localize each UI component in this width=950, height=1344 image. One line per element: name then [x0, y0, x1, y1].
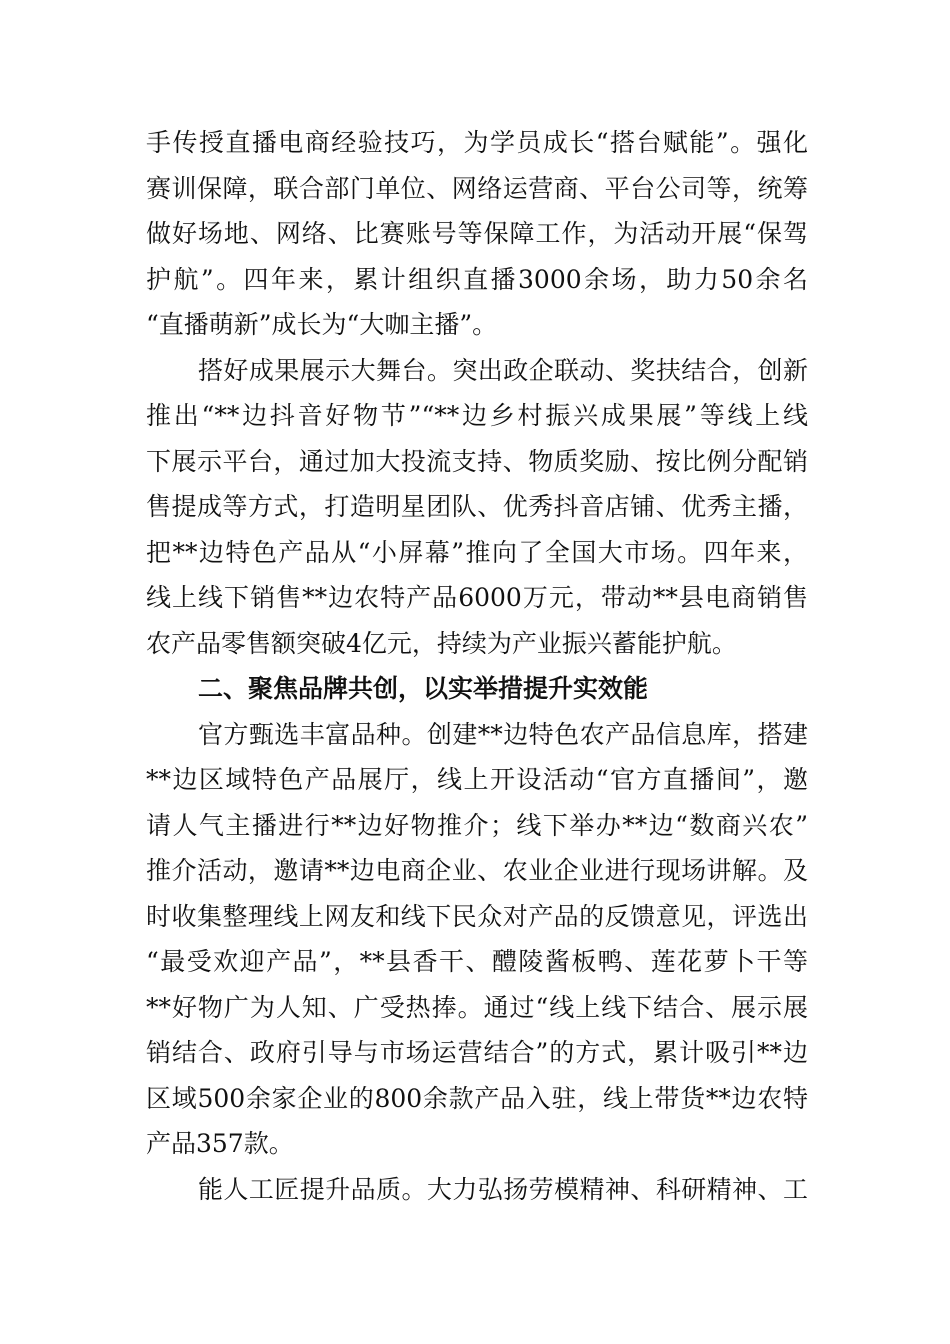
paragraph — [146, 1167, 808, 1213]
text-line: **好物广为人知、广受热捧。通过“线上线下结合、展示展 — [146, 992, 808, 1022]
text-line: 售提成等方式，打造明星团队、优秀抖音店铺、优秀主播， — [146, 492, 808, 521]
paragraph — [146, 348, 808, 667]
text-line: 区域500余家企业的800余款产品入驻，线上带货**边农特 — [146, 1083, 808, 1113]
text-line: 产品357款。 — [146, 1129, 294, 1158]
text-line: 线上线下销售**边农特产品6000万元，带动**县电商销售 — [146, 583, 808, 612]
text-line: 能人工匠提升品质。大力弘扬劳模精神、科研精神、工 — [198, 1174, 808, 1204]
section-heading: 二、聚焦品牌共创，以实举措提升实效能 — [198, 674, 649, 703]
text-line: 销结合、政府引导与市场运营结合”的方式，累计吸引**边 — [146, 1038, 808, 1067]
text-line: “直播萌新”成长为“大咖主播”。 — [146, 310, 498, 339]
text-line: 把**边特色产品从“小屏幕”推向了全国大市场。四年来， — [146, 537, 808, 567]
paragraph — [146, 712, 808, 1167]
text-line: 推出“**边抖音好物节”“**边乡村振兴成果展”等线上线 — [146, 401, 808, 430]
body-text — [146, 120, 808, 1212]
text-line: 手传授直播电商经验技巧，为学员成长“搭台赋能”。强化 — [146, 128, 808, 157]
text-line: **边区域特色产品展厅，线上开设活动“官方直播间”，邀 — [146, 765, 808, 794]
text-line: 赛训保障，联合部门单位、网络运营商、平台公司等，统筹 — [146, 173, 808, 203]
text-line: “最受欢迎产品”，**县香干、醴陵酱板鸭、莲花萝卜干等 — [146, 947, 808, 976]
text-line: 官方甄选丰富品种。创建**边特色农产品信息库，搭建 — [198, 719, 808, 749]
text-line: 护航”。四年来，累计组织直播3000余场，助力50余名 — [146, 264, 808, 294]
text-line: 农产品零售额突破4亿元，持续为产业振兴蓄能护航。 — [146, 628, 737, 658]
text-line: 请人气主播进行**边好物推介；线下举办**边“数商兴农” — [146, 810, 808, 840]
text-line: 做好场地、网络、比赛账号等保障工作，为活动开展“保驾 — [146, 219, 808, 248]
text-line: 搭好成果展示大舞台。突出政企联动、奖扶结合，创新 — [198, 355, 808, 385]
text-line: 下展示平台，通过加大投流支持、物质奖励、按比例分配销 — [146, 446, 808, 476]
paragraph — [146, 120, 808, 348]
text-line: 时收集整理线上网友和线下民众对产品的反馈意见，评选出 — [146, 901, 808, 931]
text-line: 推介活动，邀请**边电商企业、农业企业进行现场讲解。及 — [146, 856, 808, 885]
